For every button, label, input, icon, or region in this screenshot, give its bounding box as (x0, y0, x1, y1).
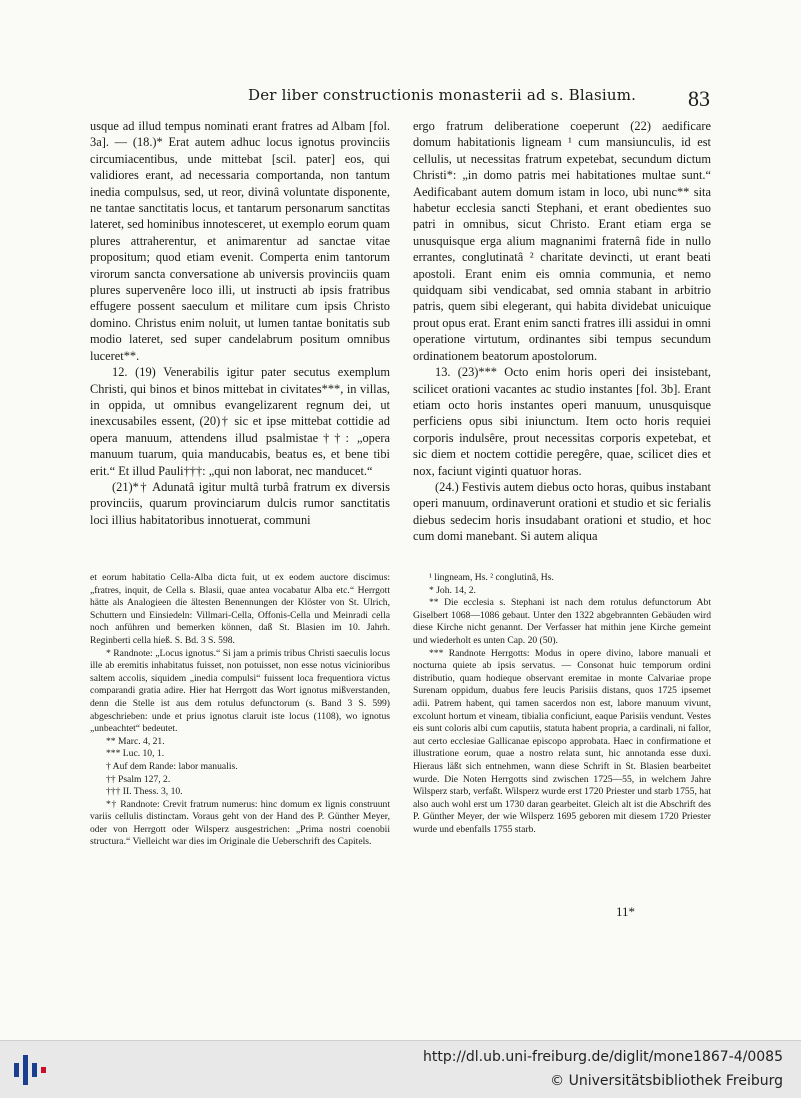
right-text-column (413, 118, 711, 545)
footnote: † Auf dem Rande: labor manualis. (106, 760, 238, 772)
paragraph: usque ad illud tempus nominati erant fratres ad Albam [fol. 3a]. — (18.)* Erat autem adhuc locus ignotus provinciis circumiacentibus, unde mittebat [scil. pater] eos, qui validiores erant, ad necessaria comportanda, non tantum inedia compulsus, sed, ut reor, divinâ voluntate disponente, ne tantae sanctitatis locus, et tantarum personarum sanctitas lateret, sed hominibus innotesceret, ut exemplo eorum quam plures attraherentur, et animarentur ad sanctae vitae propositum; quod etiam evenit. Comperta enim tantorum virorum sancta conversatione ab universis provinciis quam plures supervenêre loco illi, ut instructi ab ipsis fratribus effugere possent saeculum et militare cum ipsis Christo domino. Christus enim noluit, ut lumen tantae bonitatis sub modio lateret, sed super candelabrum positum omnibus luceret**. (90, 119, 390, 363)
viewer-footer (0, 1040, 801, 1098)
footnote: *** Randnote Herrgotts: Modus in opere divino, labore manuali et nocturna quiete ab ipsis servatus. — Consonat huic temporum ordini distributio, quam hodieque observant eremitae in monte Calvariae prope Surenam oppidum, duabus fere leucis Parisiis distans, quos 1725 ipsemet adii. Patrem habent, qui tamen sacerdos non est, labore manuum vivunt, excolunt hortum et vineam, tibialia conficiunt, eaque Parisiis vendunt. Vestes eis sunt coloris albi cum caputiis, statuta habent propria, a cardinali, ni fallor, aut certo ecclesiae Gallicanae episcopo approbata. Haec in confirmatione et illustratione eorum, quae a nostro relata sunt, hic annotanda esse duxi. Hieraus läßt sich entnehmen, wann diese Schrift in St. Blasien bearbeitet wurde. Die Noten Herrgotts sind zwischen 1725—55, in welchem Jahre Wilsperz starb, verfaßt. Wilsperz wurde erst 1720 Priester und starb 1755, hat also auch wohl erst um 1730 daran gearbeitet. Gleich alt ist die Abschrift des P. Günther Meyer, der wie Wilsperz 1695 geboren mit diesem 1720 Priester wurde und ebenfalls 1755 starb. (413, 647, 711, 835)
page-number: 83 (688, 86, 710, 111)
signature-mark: 11* (616, 904, 636, 919)
copyright-notice: © Universitätsbibliothek Freiburg (550, 1073, 783, 1089)
paragraph: ergo fratrum deliberatione coeperunt (22) aedificare domum habitationis ligneam ¹ cum mansiunculis, id est cellulis, ut necessitas fratrum expetebat, secundum dictum Christi*: „in domo patris mei habitationes multae sunt.“ Aedificabant autem domum istam in loco, ubi nunc** sita habetur ecclesia sancti Stephani, et erant obedientes suo patri in omnibus, sicut Christo. Erant etiam erga se unusquisque erga alium magnanimi fraternâ fide in nullo errantes, conglutinatâ ² charitate devincti, ut erant beati apostoli. Erant enim eis omnia communia, et nemo quidquam sibi vendicabat, sed omnia stabant in arbitrio patris, quem sibi elegerant, qui habita dividebat unicuique prout opus erat. Erant enim sancti fratres illi assidui in omni operatione virtutum, ordinantes sibi tempus secundum ordinationem beatorum apostolorum. (413, 119, 711, 363)
footnote: * Randnote: „Locus ignotus.“ Si jam a primis tribus Christi saeculis locus ille ab eremitis inhabitatus fuisset, non potuisset, non esse notus vicinioribus saltem accolis, siquidem „inedia compulsi“ fuissent loca frequentiora victus comparandi gratia adire. Hier hat Herrgott das Wort ignotus mißverstanden, denn die Stelle ist aus dem rotulus defunctorum (s. Band 3 S. 599) abgeschrieben: unde et prius ignotus claruit iste locus (1108), wo ignotus „unbeachtet“ bedeutet. (90, 647, 390, 735)
footnote: †† Psalm 127, 2. (106, 773, 171, 785)
footnote: ** Die ecclesia s. Stephani ist nach dem rotulus defunctorum Abt Giselbert 1068—1086 gebaut. Unter den 1322 abgebrannten Gebäuden wird diese Kirche nicht genannt. Der Verfasser hat mithin jene Kirche gemeint und wiederholt es unten Cap. 20 (50). (413, 597, 711, 646)
left-text-column (90, 118, 390, 528)
right-footnotes (413, 572, 711, 836)
footnote: ** Marc. 4, 21. (106, 735, 165, 747)
paragraph: (24.) Festivis autem diebus octo horas, quibus instabant operi manuum, ordinaverunt orationi et studio et sic ferialis diebus sedecim horis insudabant orationi et studio, et hoc cum domi manebant. Si autem aliqua (413, 479, 711, 544)
footnote: ††† II. Thess. 3, 10. (106, 786, 183, 798)
paragraph: (21)*† Adunatâ igitur multâ turbâ fratrum ex diversis provinciis, quarum provinciarum dulcis rumor sanctitatis loci illius habitatoribus innotuerat, communi (90, 479, 390, 527)
paragraph: 13. (23)*** Octo enim horis operi dei insistebant, scilicet orationi vacantes ac studio instantes [fol. 3b]. Erant etiam octo horis instantes operi manuum, unusquisque perficiens opus sibi iniunctum. Item octo horis requiei corporis indulsêre, prout necessitas corporis expetebat, et sic diem et noctem cottidie peregêre, quae, scilicet dies et nox, faciunt viginti quatuor horas. (413, 365, 711, 478)
footnote: *** Luc. 10, 1. (106, 748, 165, 760)
left-footnotes (90, 572, 390, 849)
ub-freiburg-logo-icon[interactable] (12, 1051, 52, 1087)
permalink-url[interactable]: http://dl.ub.uni-freiburg.de/diglit/mone1867-4/0085 (423, 1049, 783, 1065)
footnote: * Joh. 14, 2. (429, 584, 476, 596)
footnote: ¹ lingneam, Hs. ² conglutinâ, Hs. (429, 572, 554, 583)
paragraph: 12. (19) Venerabilis igitur pater secutus exemplum Christi, qui binos et binos mittebat in civitates***, in villas, in oppida, ut omnibus evangelizarent regnum dei, ut inexcusabiles essent, (20)† sic et ipse mittebat cottidie ad opera manuum, attendens illud psalmistae††: „opera manuum tuarum, quia manducabis, beatus es, et bene tibi erit.“ Et illud Pauli†††: „qui non laborat, nec manducet.“ (90, 365, 390, 478)
footnote: *† Randnote: Crevit fratrum numerus: hinc domum ex lignis construunt variis cellulis distinctam. Voraus geht von der Hand des P. Günther Meyer, oder von Herrgott oder Wilsperz ausgestrichen: „Prima nostri coenobii structura.“ Vielleicht war dies im Originale die Ueberschrift des Capitels. (90, 798, 390, 848)
running-title: Der liber constructionis monasterii ad s. Blasium. (248, 86, 637, 104)
footnote: et eorum habitatio Cella-Alba dicta fuit, ut ex eodem auctore discimus: „fratres, inquit, de Cella s. Blasii, quae antea vocabatur Alba etc.“ Herrgott hätte als Analogieen die ältesten Benennungen der Klöster von St. Ulrich, Schuttern und Einsiedeln: Villmari-Cella, Offonis-Cella und Meinradi cella noch anführen und bemerken können, daß St. Blasien im 10. Jahrh. Reginberti cella hieß. S. Bd. 3 S. 598. (90, 572, 390, 646)
